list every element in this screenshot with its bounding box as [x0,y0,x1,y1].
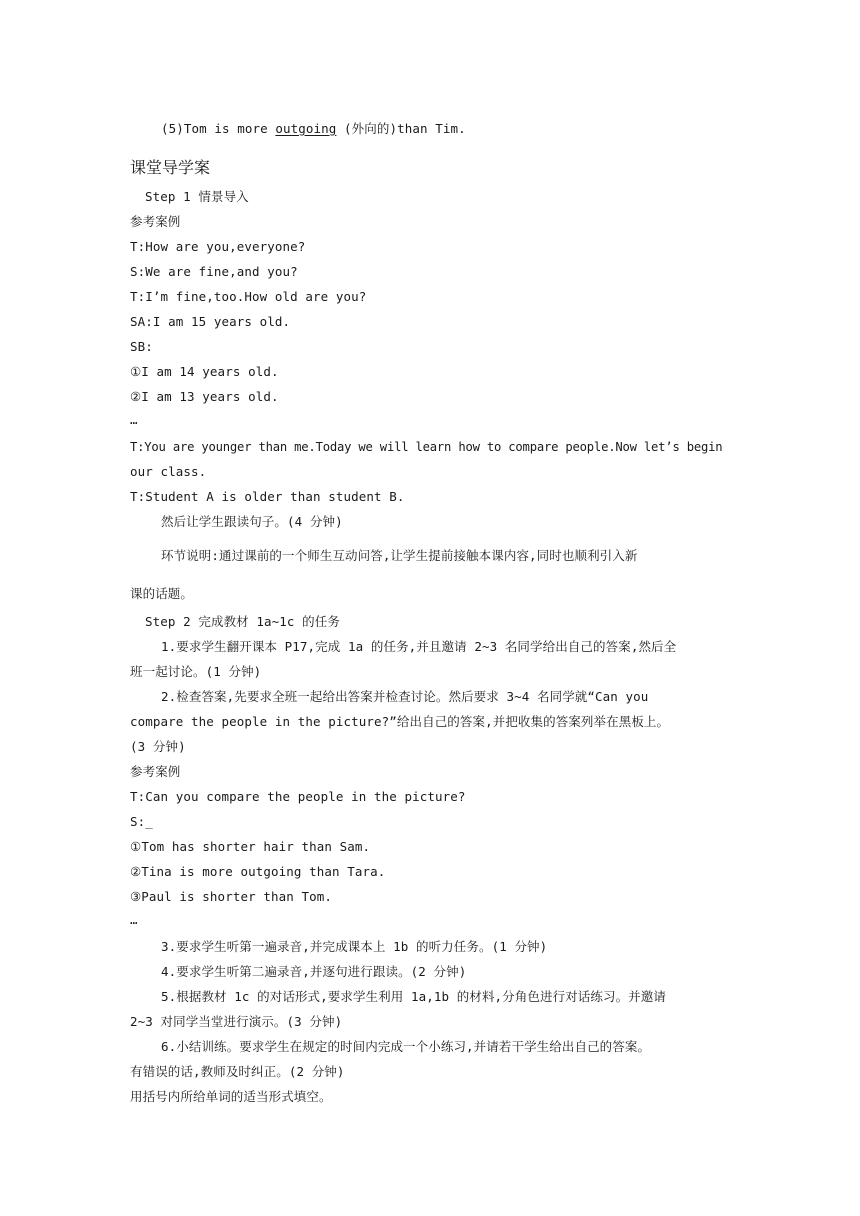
dialog-line: SB: [130,339,153,354]
explanation-line-cont: 课的话题。 [130,586,194,601]
dialog-line: T:How are you,everyone? [130,239,306,254]
teacher-line: T:You are younger than me.Today we will learn how to compare people.Now let’s begin [130,440,723,454]
answer-text: Tom has shorter hair than Sam. [141,839,371,854]
underlined-word: outgoing [275,121,337,136]
dialog-line: S:We are fine,and you? [130,264,298,279]
task-item-4: 4.要求学生听第二遍录音,并逐句进行跟读。(2 分钟) [161,964,467,979]
dialog-line: ①I am 14 years old. [130,364,279,379]
task-item-6-cont: 有错误的话,教师及时纠正。(2 分钟) [130,1064,345,1079]
dialog-line: T:I’m fine,too.How old are you? [130,289,367,304]
teacher-line-cont: our class. [130,464,207,479]
step1-title: Step 1 情景导入 [145,189,249,204]
task-item-2: 2.检查答案,先要求全班一起给出答案并检查讨论。然后要求 3~4 名同学就“Can you [161,689,649,704]
intro-sentence [161,121,466,137]
dialog-line: ②I am 13 years old. [130,389,279,404]
step2-ref-label: 参考案例 [130,764,181,779]
dialog-line: ②Tina is more outgoing than Tara. [130,864,386,879]
task-item-5: 5.根据教材 1c 的对话形式,要求学生利用 1a,1b 的材料,分角色进行对话练习。并邀请 [161,989,666,1004]
task-item-6: 6.小结训练。要求学生在规定的时间内完成一个小练习,并请若干学生给出自己的答案。 [161,1039,651,1054]
dialog-line: ①Tom has shorter hair than Sam. [130,839,371,854]
dialog-line: T:Can you compare the people in the picture? [130,789,466,804]
task-item-2-time: (3 分钟) [130,739,186,754]
task-item-5-cont: 2~3 对同学当堂进行演示。(3 分钟) [130,1014,343,1029]
dialog-line: SA:I am 15 years old. [130,314,291,329]
intro-prefix: (5)Tom is more [161,121,276,136]
teacher-line: T:Student A is older than student B. [130,489,405,504]
intro-suffix: (外向的)than Tim. [336,121,466,136]
exercise-instruction: 用括号内所给单词的适当形式填空。 [130,1089,332,1104]
step2-title: Step 2 完成教材 1a~1c 的任务 [145,614,340,629]
follow-instruction: 然后让学生跟读句子。(4 分钟) [161,514,343,529]
ellipsis: … [130,912,138,927]
section-title: 课堂导学案 [130,158,211,177]
step1-ref-label: 参考案例 [130,214,181,229]
task-item-3: 3.要求学生听第一遍录音,并完成课本上 1b 的听力任务。(1 分钟) [161,939,548,954]
dialog-line: ③Paul is shorter than Tom. [130,889,332,904]
ellipsis: … [130,412,138,427]
dialog-line: S:_ [130,814,153,829]
task-item-1-cont: 班一起讨论。(1 分钟) [130,664,262,679]
task-item-2-cont: compare the people in the picture?”给出自己的答案,并把收集的答案列举在黑板上。 [130,714,670,729]
explanation-line: 环节说明:通过课前的一个师生互动问答,让学生提前接触本课内容,同时也顺利引入新 [161,548,638,563]
task-item-1: 1.要求学生翻开课本 P17,完成 1a 的任务,并且邀请 2~3 名同学给出自己的答案,然后全 [161,639,677,654]
